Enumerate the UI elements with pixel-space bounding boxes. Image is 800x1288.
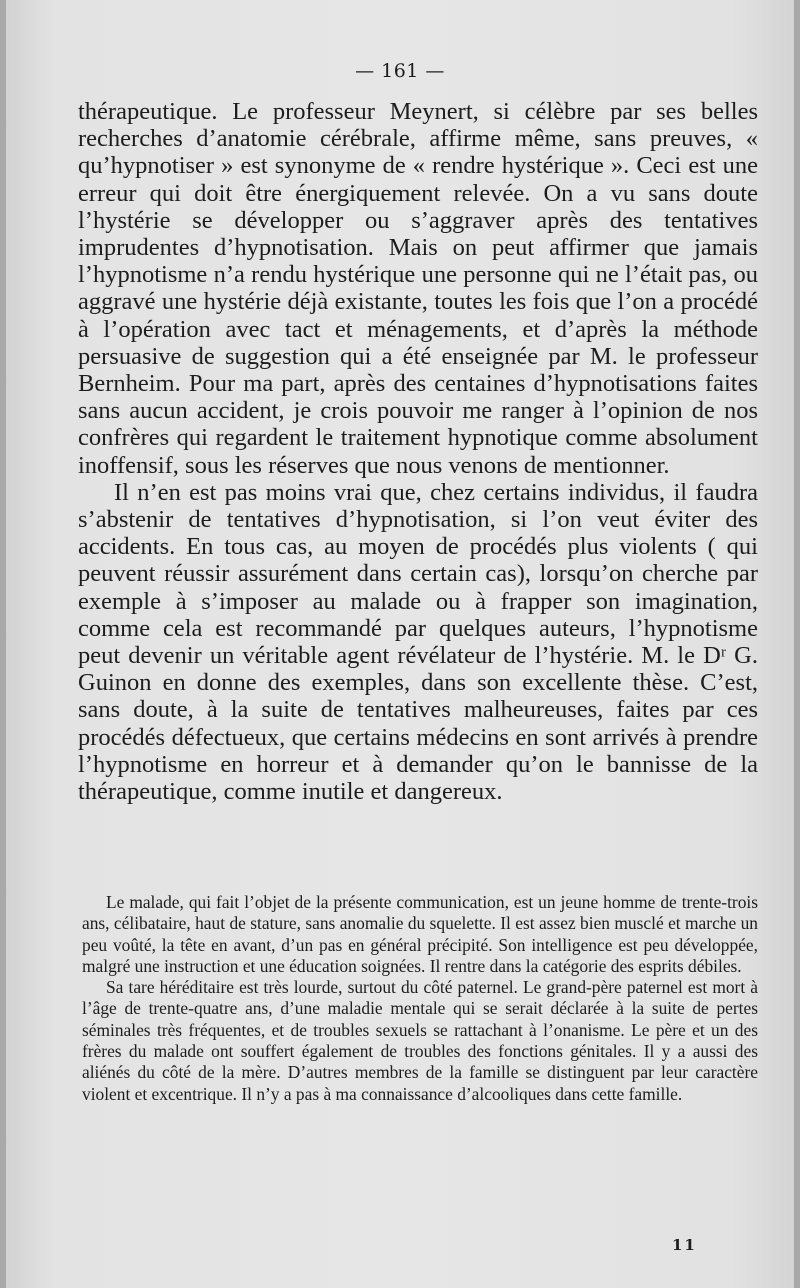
case-paragraph-1: Le malade, qui fait l’objet de la présente communication, est un jeune homme de trente-trois ans, célibataire, haut de stature, sans anomalie du squelette. Il est assez bien musclé et marche un peu voûté, la tête en avant, d’un pas en général précipité. Son intelligence est peu développée, malgré une instruction et une éducation soignées. Il rentre dans la catégorie des esprits débiles. [82,892,758,976]
case-paragraph-2: Sa tare héréditaire est très lourde, surtout du côté paternel. Le grand-père paternel est mort à l’âge de trente-quatre ans, d’une maladie mentale qui se serait déclarée à la suite de pertes séminales très fréquentes, et de troubles sexuels se rattachant à l’onanisme. Le père et un des frères du malade ont souffert également de troubles des fonctions génitales. Il y a aussi des aliénés du côté de la mère. D’autres membres de la famille se distinguent par leur caractère violent et excentrique. Il n’y a pas à ma connaissance d’alcooliques dans cette famille. [82,977,758,1104]
signature-mark: 11 [672,1236,697,1254]
main-paragraph-1: thérapeutique. Le professeur Meynert, si célèbre par ses belles recherches d’anatomie cérébrale, affirme même, sans preuves, « qu’hypnotiser » est synonyme de « rendre hystérique ». Ceci est une erreur qui doit être énergiquement relevée. On a vu sans doute l’hystérie se développer ou s’aggraver après des tentatives imprudentes d’hypnotisation. Mais on peut affirmer que jamais l’hypnotisme n’a rendu hystérique une personne qui ne l’était pas, ou aggravé une hystérie déjà existante, toutes les fois que l’on a procédé à l’opération avec tact et ménagements, et d’après la méthode persuasive de suggestion qui a été enseignée par M. le professeur Bernheim. Pour ma part, après des centaines d’hypnotisations faites sans aucun accident, je crois pouvoir me ranger à l’opinion de nos confrères qui regardent le traitement hypnotique comme absolument inoffensif, sous les réserves que nous venons de mentionner. [78,98,758,479]
book-page [6,0,794,1288]
page-number: — 161 — [355,60,445,82]
main-paragraph-2: Il n’en est pas moins vrai que, chez certains individus, il faudra s’abstenir de tentatives d’hypnotisation, si l’on veut éviter des accidents. En tous cas, au moyen de procédés plus violents ( qui peuvent réussir assurément dans certain cas), lorsqu’on cherche par exemple à s’imposer au malade ou à frapper son imagination, comme cela est recommandé par quelques auteurs, l’hypnotisme peut devenir un véritable agent révélateur de l’hystérie. M. le Dʳ G. Guinon en donne des exemples, dans son excellente thèse. C’est, sans doute, à la suite de tentatives malheureuses, faites par ces procédés défectueux, que certains médecins en sont arrivés à prendre l’hypnotisme en horreur et à demander qu’on le bannisse de la thérapeutique, comme inutile et dangereux. [78,478,758,806]
main-text-block [78,98,758,805]
case-description-block [82,892,758,1105]
